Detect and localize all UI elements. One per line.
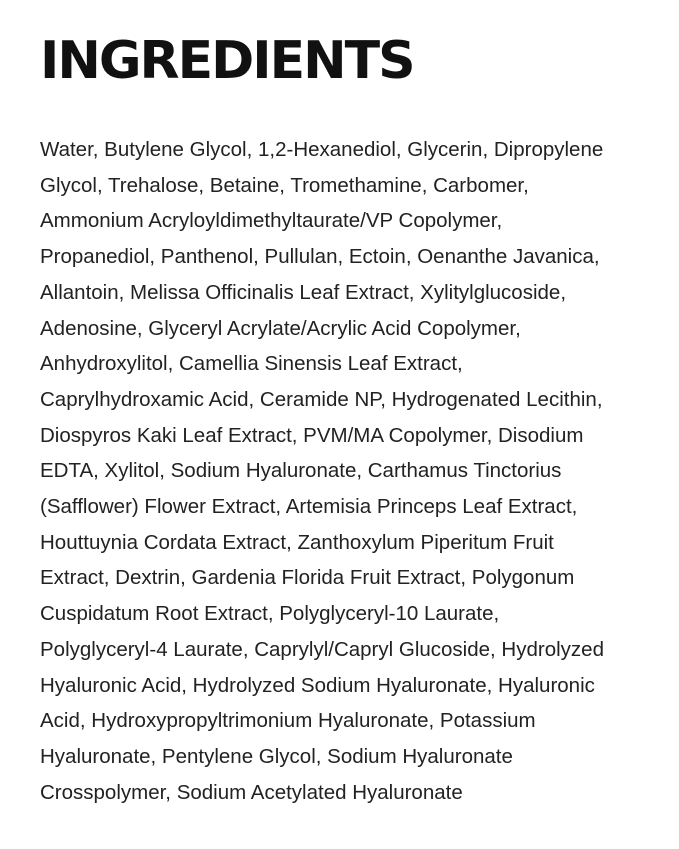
ingredient-line: Diospyros Kaki Leaf Extract, PVM/MA Copolymer, Disodium — [40, 423, 584, 447]
ingredient-line: Extract, Dextrin, Gardenia Florida Fruit Extract, Polygonum — [40, 566, 575, 590]
ingredient-line: EDTA, Xylitol, Sodium Hyaluronate, Carthamus Tinctorius — [40, 459, 562, 483]
ingredient-line: Polyglyceryl-4 Laurate, Caprylyl/Capryl Glucoside, Hydrolyzed — [40, 637, 604, 661]
ingredient-line: Propanediol, Panthenol, Pullulan, Ectoin, Oenanthe Javanica, — [40, 245, 600, 269]
ingredient-line: Houttuynia Cordata Extract, Zanthoxylum Piperitum Fruit — [40, 530, 554, 554]
ingredient-line: Anhydroxylitol, Camellia Sinensis Leaf Extract, — [40, 352, 463, 376]
ingredient-line: Hyaluronic Acid, Hydrolyzed Sodium Hyaluronate, Hyaluronic — [40, 673, 595, 697]
ingredient-line: Glycol, Trehalose, Betaine, Tromethamine, Carbomer, — [40, 173, 529, 197]
ingredient-line: Caprylhydroxamic Acid, Ceramide NP, Hydrogenated Lecithin, — [40, 387, 603, 411]
ingredient-line: Crosspolymer, Sodium Acetylated Hyaluronate — [40, 780, 463, 804]
ingredient-line: Acid, Hydroxypropyltrimonium Hyaluronate, Potassium — [40, 709, 536, 733]
ingredient-line: Cuspidatum Root Extract, Polyglyceryl-10 Laurate, — [40, 602, 500, 626]
ingredients-panel — [40, 28, 650, 810]
page-title: INGREDIENTS — [40, 31, 414, 91]
ingredient-line: Allantoin, Melissa Officinalis Leaf Extract, Xylitylglucoside, — [40, 280, 567, 304]
ingredient-line: (Safflower) Flower Extract, Artemisia Princeps Leaf Extract, — [40, 495, 578, 519]
ingredients-list — [40, 132, 650, 810]
ingredient-line: Water, Butylene Glycol, 1,2-Hexanediol, Glycerin, Dipropylene — [40, 138, 604, 161]
ingredient-line: Ammonium Acryloyldimethyltaurate/VP Copolymer, — [40, 209, 503, 233]
ingredient-line: Adenosine, Glyceryl Acrylate/Acrylic Acid Copolymer, — [40, 316, 521, 340]
ingredient-line: Hyaluronate, Pentylene Glycol, Sodium Hyaluronate — [40, 744, 513, 768]
